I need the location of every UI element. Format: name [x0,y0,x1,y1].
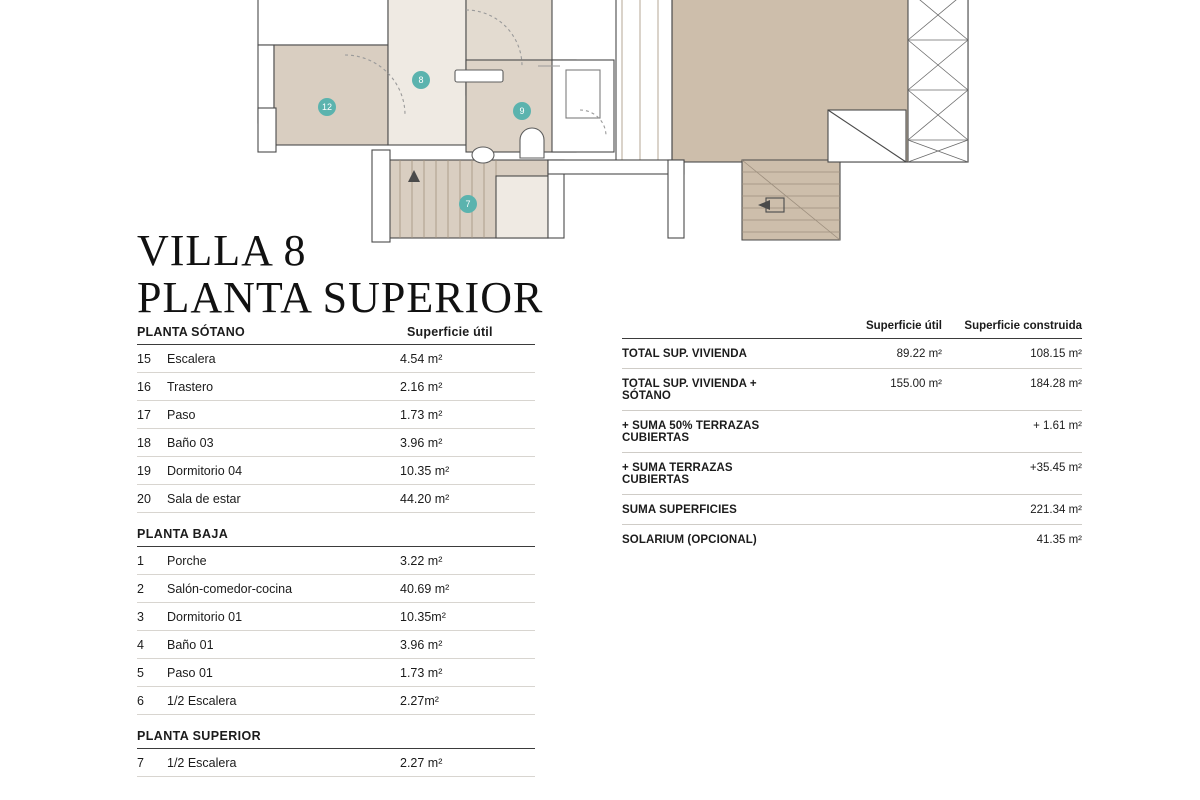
row-value: 3.96 m² [400,436,443,450]
summary-label: + SUMA TERRAZAS CUBIERTAS [622,462,733,486]
row-name: Paso [167,408,196,422]
row-name: Porche [167,554,207,568]
row-number: 16 [137,380,151,394]
table-row [137,749,535,777]
title-villa: VILLA 8 [137,226,307,275]
row-number: 2 [137,582,144,596]
row-name: Sala de estar [167,492,241,506]
summary-util: 89.22 m² [896,348,942,360]
table-row [137,373,535,401]
table-row [137,631,535,659]
left-header-util-label: Superficie útil [407,325,493,339]
summary-label: + SUMA 50% TERRAZAS CUBIERTAS [622,420,760,444]
table-row [137,659,535,687]
row-number: 4 [137,638,144,652]
row-name: 1/2 Escalera [167,756,237,770]
summary-construida: 184.28 m² [1030,378,1082,390]
summary-construida: 221.34 m² [1030,504,1082,516]
summary-row [622,495,1082,525]
row-number: 1 [137,554,144,568]
title-floor: PLANTA SUPERIOR [137,272,544,322]
table-row [137,575,535,603]
row-number: 20 [137,492,151,506]
summary-row [622,453,1082,495]
table-row [137,603,535,631]
right-header-construida: Superficie construida [964,320,1082,332]
table-row [137,345,535,373]
row-value: 44.20 m² [400,492,450,506]
row-name: Dormitorio 04 [167,464,243,478]
row-name: Dormitorio 01 [167,610,243,624]
row-number: 15 [137,352,151,366]
floor-plan [0,0,1200,250]
summary-construida: 41.35 m² [1036,534,1082,546]
summary-label: SUMA SUPERFICIES [622,504,737,516]
row-value: 3.96 m² [400,638,443,652]
summary-construida: + 1.61 m² [1033,420,1082,432]
table-row [137,401,535,429]
left-header-section-label: PLANTA SÓTANO [137,325,245,339]
summary-construida: +35.45 m² [1029,462,1082,474]
row-name: Paso 01 [167,666,213,680]
row-value: 10.35 m² [400,464,450,478]
summary-row [622,411,1082,453]
row-number: 6 [137,694,144,708]
summary-row [622,369,1082,411]
table-row [137,687,535,715]
summary-row [622,338,1082,369]
row-number: 3 [137,610,144,624]
row-name: Baño 01 [167,638,214,652]
row-number: 5 [137,666,144,680]
right-header-util: Superficie útil [865,320,942,332]
plan-badge: 7 [459,195,477,213]
row-name: 1/2 Escalera [167,694,237,708]
summary-label: TOTAL SUP. VIVIENDA + SÓTANO [622,378,757,402]
row-value: 4.54 m² [400,352,443,366]
page-title [137,228,543,321]
plan-badge: 8 [412,71,430,89]
surface-table-left [137,325,535,777]
row-value: 2.16 m² [400,380,443,394]
section-header-planta-superior: PLANTA SUPERIOR [137,715,535,749]
surface-table-right [622,320,1082,554]
table-row [137,429,535,457]
row-value: 2.27m² [400,694,439,708]
row-value: 40.69 m² [400,582,450,596]
summary-row [622,525,1082,554]
row-value: 2.27 m² [400,756,443,770]
row-name: Baño 03 [167,436,214,450]
plan-badge: 9 [513,102,531,120]
row-number: 18 [137,436,151,450]
row-number: 17 [137,408,151,422]
summary-label: SOLARIUM (OPCIONAL) [622,534,757,546]
summary-util: 155.00 m² [890,378,942,390]
table-row [137,485,535,513]
floor-plan-drawing [0,0,1200,250]
row-name: Salón-comedor-cocina [167,582,293,596]
row-value: 1.73 m² [400,408,443,422]
row-value: 3.22 m² [400,554,443,568]
section-header-planta-baja: PLANTA BAJA [137,513,535,547]
table-row [137,457,535,485]
right-table-header [622,320,1082,338]
row-value: 10.35m² [400,610,446,624]
row-name: Escalera [167,352,216,366]
row-number: 7 [137,756,144,770]
row-name: Trastero [167,380,214,394]
row-number: 19 [137,464,151,478]
left-table-header [137,325,535,345]
summary-construida: 108.15 m² [1030,348,1082,360]
table-row [137,547,535,575]
plan-badge: 12 [318,98,336,116]
summary-label: TOTAL SUP. VIVIENDA [622,348,748,360]
row-value: 1.73 m² [400,666,443,680]
